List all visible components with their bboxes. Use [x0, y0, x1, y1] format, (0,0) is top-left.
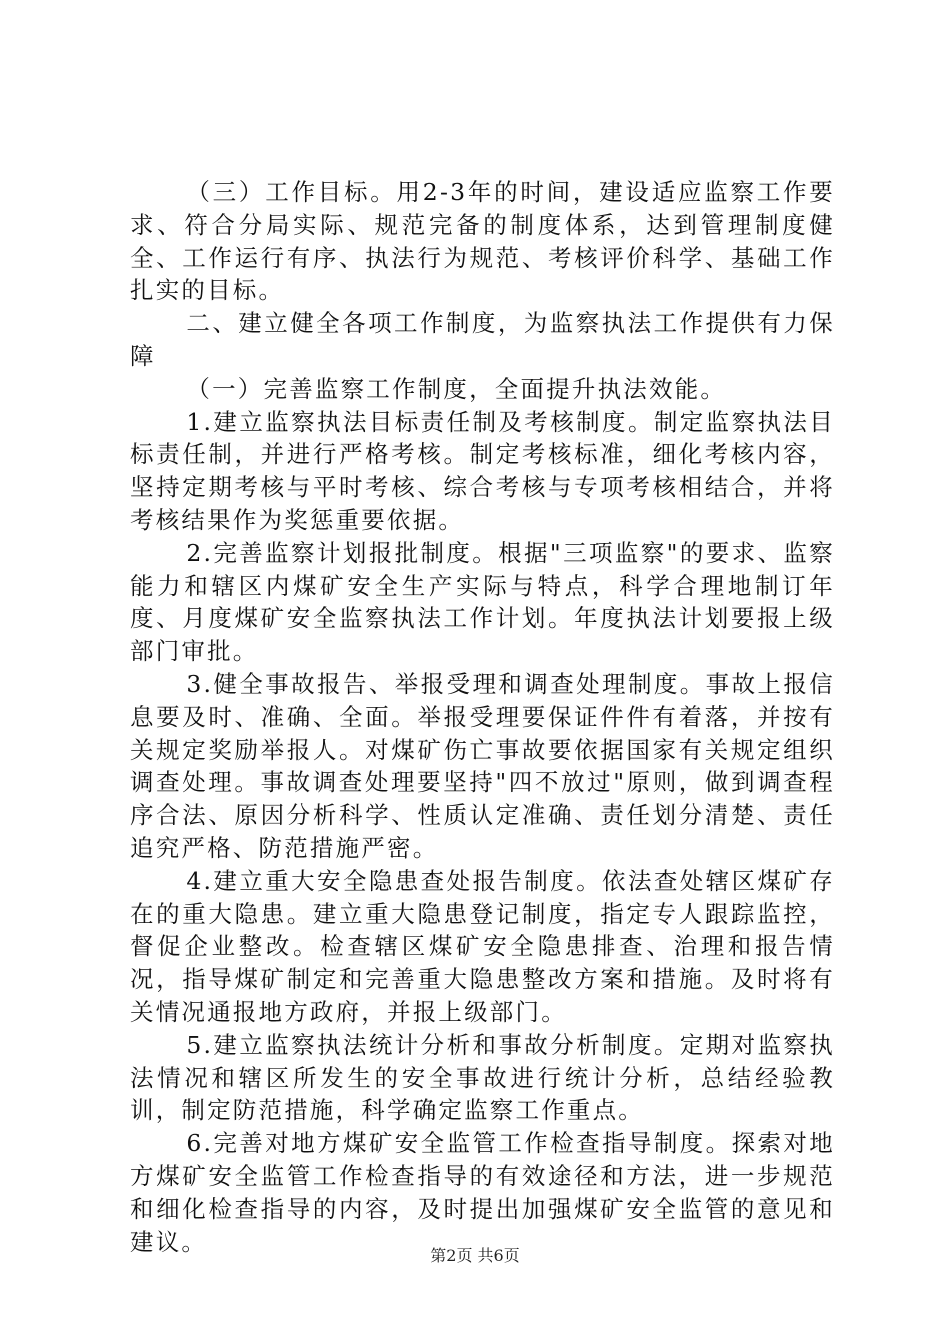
section-heading-2: 二、建立健全各项工作制度，为监察执法工作提供有力保障 [130, 309, 835, 370]
paragraph-item-1: 1.建立监察执法目标责任制及考核制度。制定监察执法目标责任制，并进行严格考核。制定考核标准，细化考核内容，坚持定期考核与平时考核、综合考核与专项考核相结合，并将考核结果作为奖惩重要依据。 [130, 407, 835, 534]
paragraph-item-6: 6.完善对地方煤矿安全监管工作检查指导制度。探索对地方煤矿安全监管工作检查指导的有效途径和方法，进一步规范和细化检查指导的内容，及时提出加强煤矿安全监管的意见和建议。 [130, 1129, 835, 1256]
subsection-heading-1: （一）完善监察工作制度，全面提升执法效能。 [186, 374, 727, 403]
paragraph-item-3: 3.健全事故报告、举报受理和调查处理制度。事故上报信息要及时、准确、全面。举报受理要保证件件有着落，并按有关规定奖励举报人。对煤矿伤亡事故要依据国家有关规定组织调查处理。事故调查处理要坚持"四不放过"原则，做到调查程序合法、原因分析科学、性质认定准确、责任划分清楚、责任追究严格、防范措施严密。 [130, 669, 835, 862]
paragraph-item-5: 5.建立监察执法统计分析和事故分析制度。定期对监察执法情况和辖区所发生的安全事故进行统计分析，总结经验教训，制定防范措施，科学确定监察工作重点。 [130, 1030, 835, 1125]
paragraph-item-2: 2.完善监察计划报批制度。根据"三项监察"的要求、监察能力和辖区内煤矿安全生产实际与特点，科学合理地制订年度、月度煤矿安全监察执法工作计划。年度执法计划要报上级部门审批。 [130, 538, 835, 666]
paragraph-work-goal: （三）工作目标。用2-3年的时间，建设适应监察工作要求、符合分局实际、规范完备的制度体系，达到管理制度健全、工作运行有序、执法行为规范、考核评价科学、基础工作扎实的目标。 [130, 178, 835, 305]
document-body [130, 176, 835, 1258]
page-number-footer: 第2页 共6页 [430, 1246, 520, 1265]
paragraph-item-4: 4.建立重大安全隐患查处报告制度。依法查处辖区煤矿存在的重大隐患。建立重大隐患登记制度，指定专人跟踪监控，督促企业整改。检查辖区煤矿安全隐患排查、治理和报告情况，指导煤矿制定和完善重大隐患整改方案和措施。及时将有关情况通报地方政府，并报上级部门。 [130, 866, 835, 1026]
